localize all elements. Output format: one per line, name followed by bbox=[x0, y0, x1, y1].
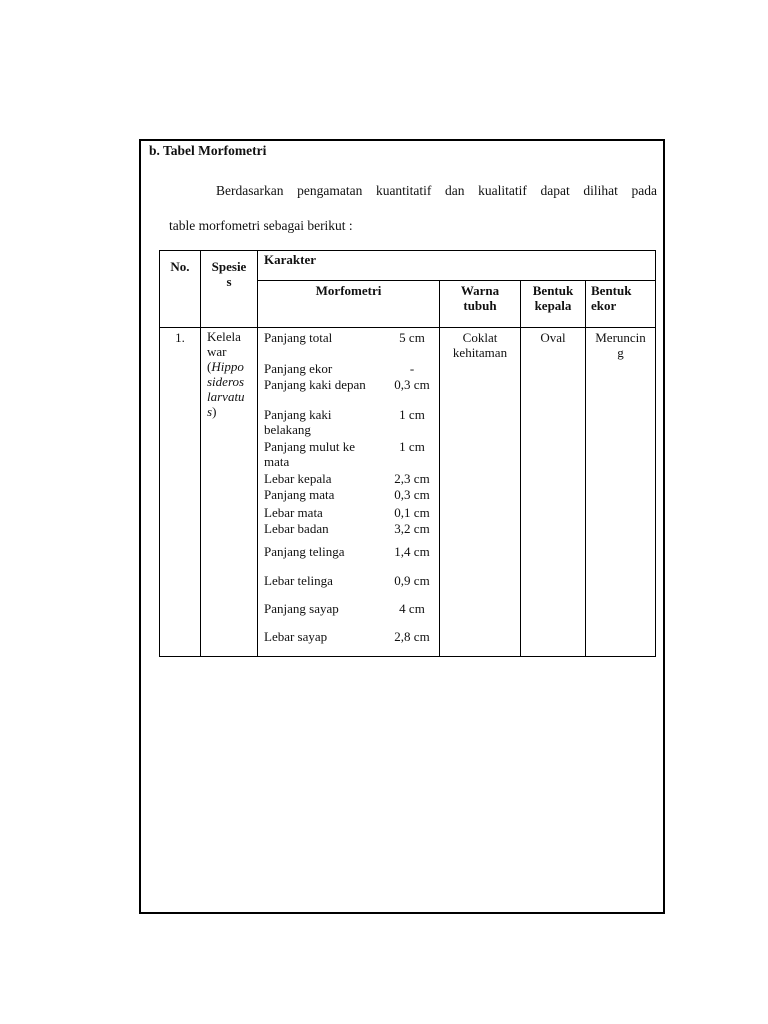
section-heading: b. Tabel Morfometri bbox=[149, 143, 267, 158]
morphometry-table bbox=[159, 250, 656, 657]
bentuk-kepala-cell: Oval bbox=[521, 328, 586, 657]
warna-tubuh-cell: Coklat kehitaman bbox=[440, 328, 521, 657]
header-morfometri: Morfometri bbox=[258, 281, 440, 328]
species-cell: Kelela war (Hippo sideros larvatu s) bbox=[201, 328, 258, 657]
header-warna-tubuh: Warna tubuh bbox=[440, 281, 521, 328]
row-number: 1. bbox=[160, 328, 201, 657]
paragraph-line-1: Berdasarkan pengamatan kuantitatif dan kualitatif dapat dilihat pada bbox=[216, 183, 657, 198]
bentuk-ekor-cell: Meruncin g bbox=[586, 328, 656, 657]
header-no: No. bbox=[160, 251, 201, 328]
paragraph-line-2: table morfometri sebagai berikut : bbox=[169, 218, 353, 233]
header-bentuk-ekor: Bentuk ekor bbox=[586, 281, 656, 328]
header-bentuk-kepala: Bentuk kepala bbox=[521, 281, 586, 328]
header-spesies: Spesie s bbox=[201, 251, 258, 328]
table-row bbox=[160, 328, 656, 657]
morfometri-cell: Panjang total 5 cm Panjang ekor - Panjang kaki depan 0,3 cm Panjang kaki belakang 1 cm Panjang mulut ke mata 1 cm Lebar kepala 2,3 cm Panjang mata 0,3 cm Lebar mata 0,1 cm Lebar badan 3,2 cm Panjang telinga 1,4 cm Lebar telinga 0,9 cm Panjang sayap 4 cm Lebar sayap 2,8 cm bbox=[258, 328, 440, 657]
document-frame bbox=[139, 139, 665, 914]
header-karakter: Karakter bbox=[258, 251, 656, 281]
